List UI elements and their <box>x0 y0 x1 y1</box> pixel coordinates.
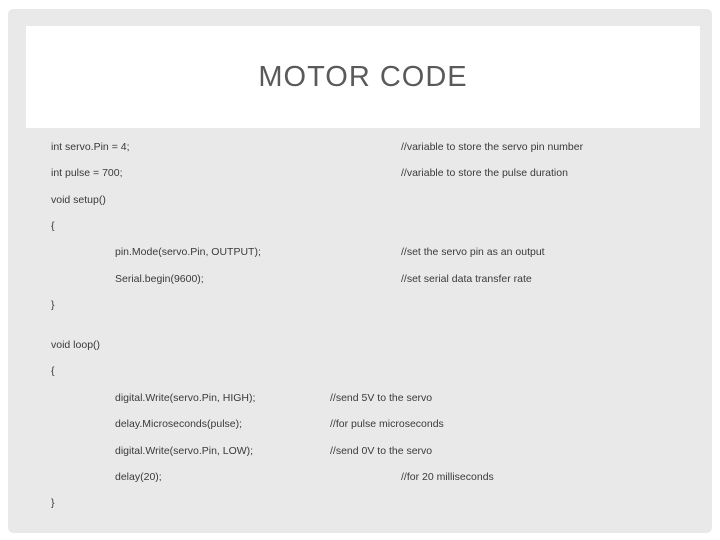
code-line: int pulse = 700; <box>51 167 123 179</box>
code-line: delay.Microseconds(pulse); <box>115 418 243 430</box>
code-line: } <box>51 497 55 509</box>
code-line: } <box>51 299 55 311</box>
code-line: void loop() <box>51 339 101 351</box>
code-line: digital.Write(servo.Pin, HIGH); <box>115 392 256 404</box>
slide <box>8 9 712 533</box>
code-line: Serial.begin(9600); <box>115 273 204 285</box>
code-comment: //variable to store the servo pin number <box>401 141 584 153</box>
code-line: digital.Write(servo.Pin, LOW); <box>115 445 254 457</box>
code-line: delay(20); <box>115 471 162 483</box>
code-comment: //send 5V to the servo <box>330 392 433 404</box>
code-line: void setup() <box>51 194 106 206</box>
code-comment: //variable to store the pulse duration <box>401 167 568 179</box>
title-band <box>26 26 700 128</box>
code-comment: //set serial data transfer rate <box>401 273 532 285</box>
code-line: { <box>51 220 55 232</box>
slide-title: MOTOR CODE <box>258 60 468 93</box>
code-line: pin.Mode(servo.Pin, OUTPUT); <box>115 246 261 258</box>
code-comment: //for 20 milliseconds <box>401 471 494 483</box>
code-line: { <box>51 365 55 377</box>
code-comment: //send 0V to the servo <box>330 445 433 457</box>
code-line: int servo.Pin = 4; <box>51 141 130 153</box>
code-comment: //set the servo pin as an output <box>401 246 545 258</box>
code-comment: //for pulse microseconds <box>330 418 444 430</box>
